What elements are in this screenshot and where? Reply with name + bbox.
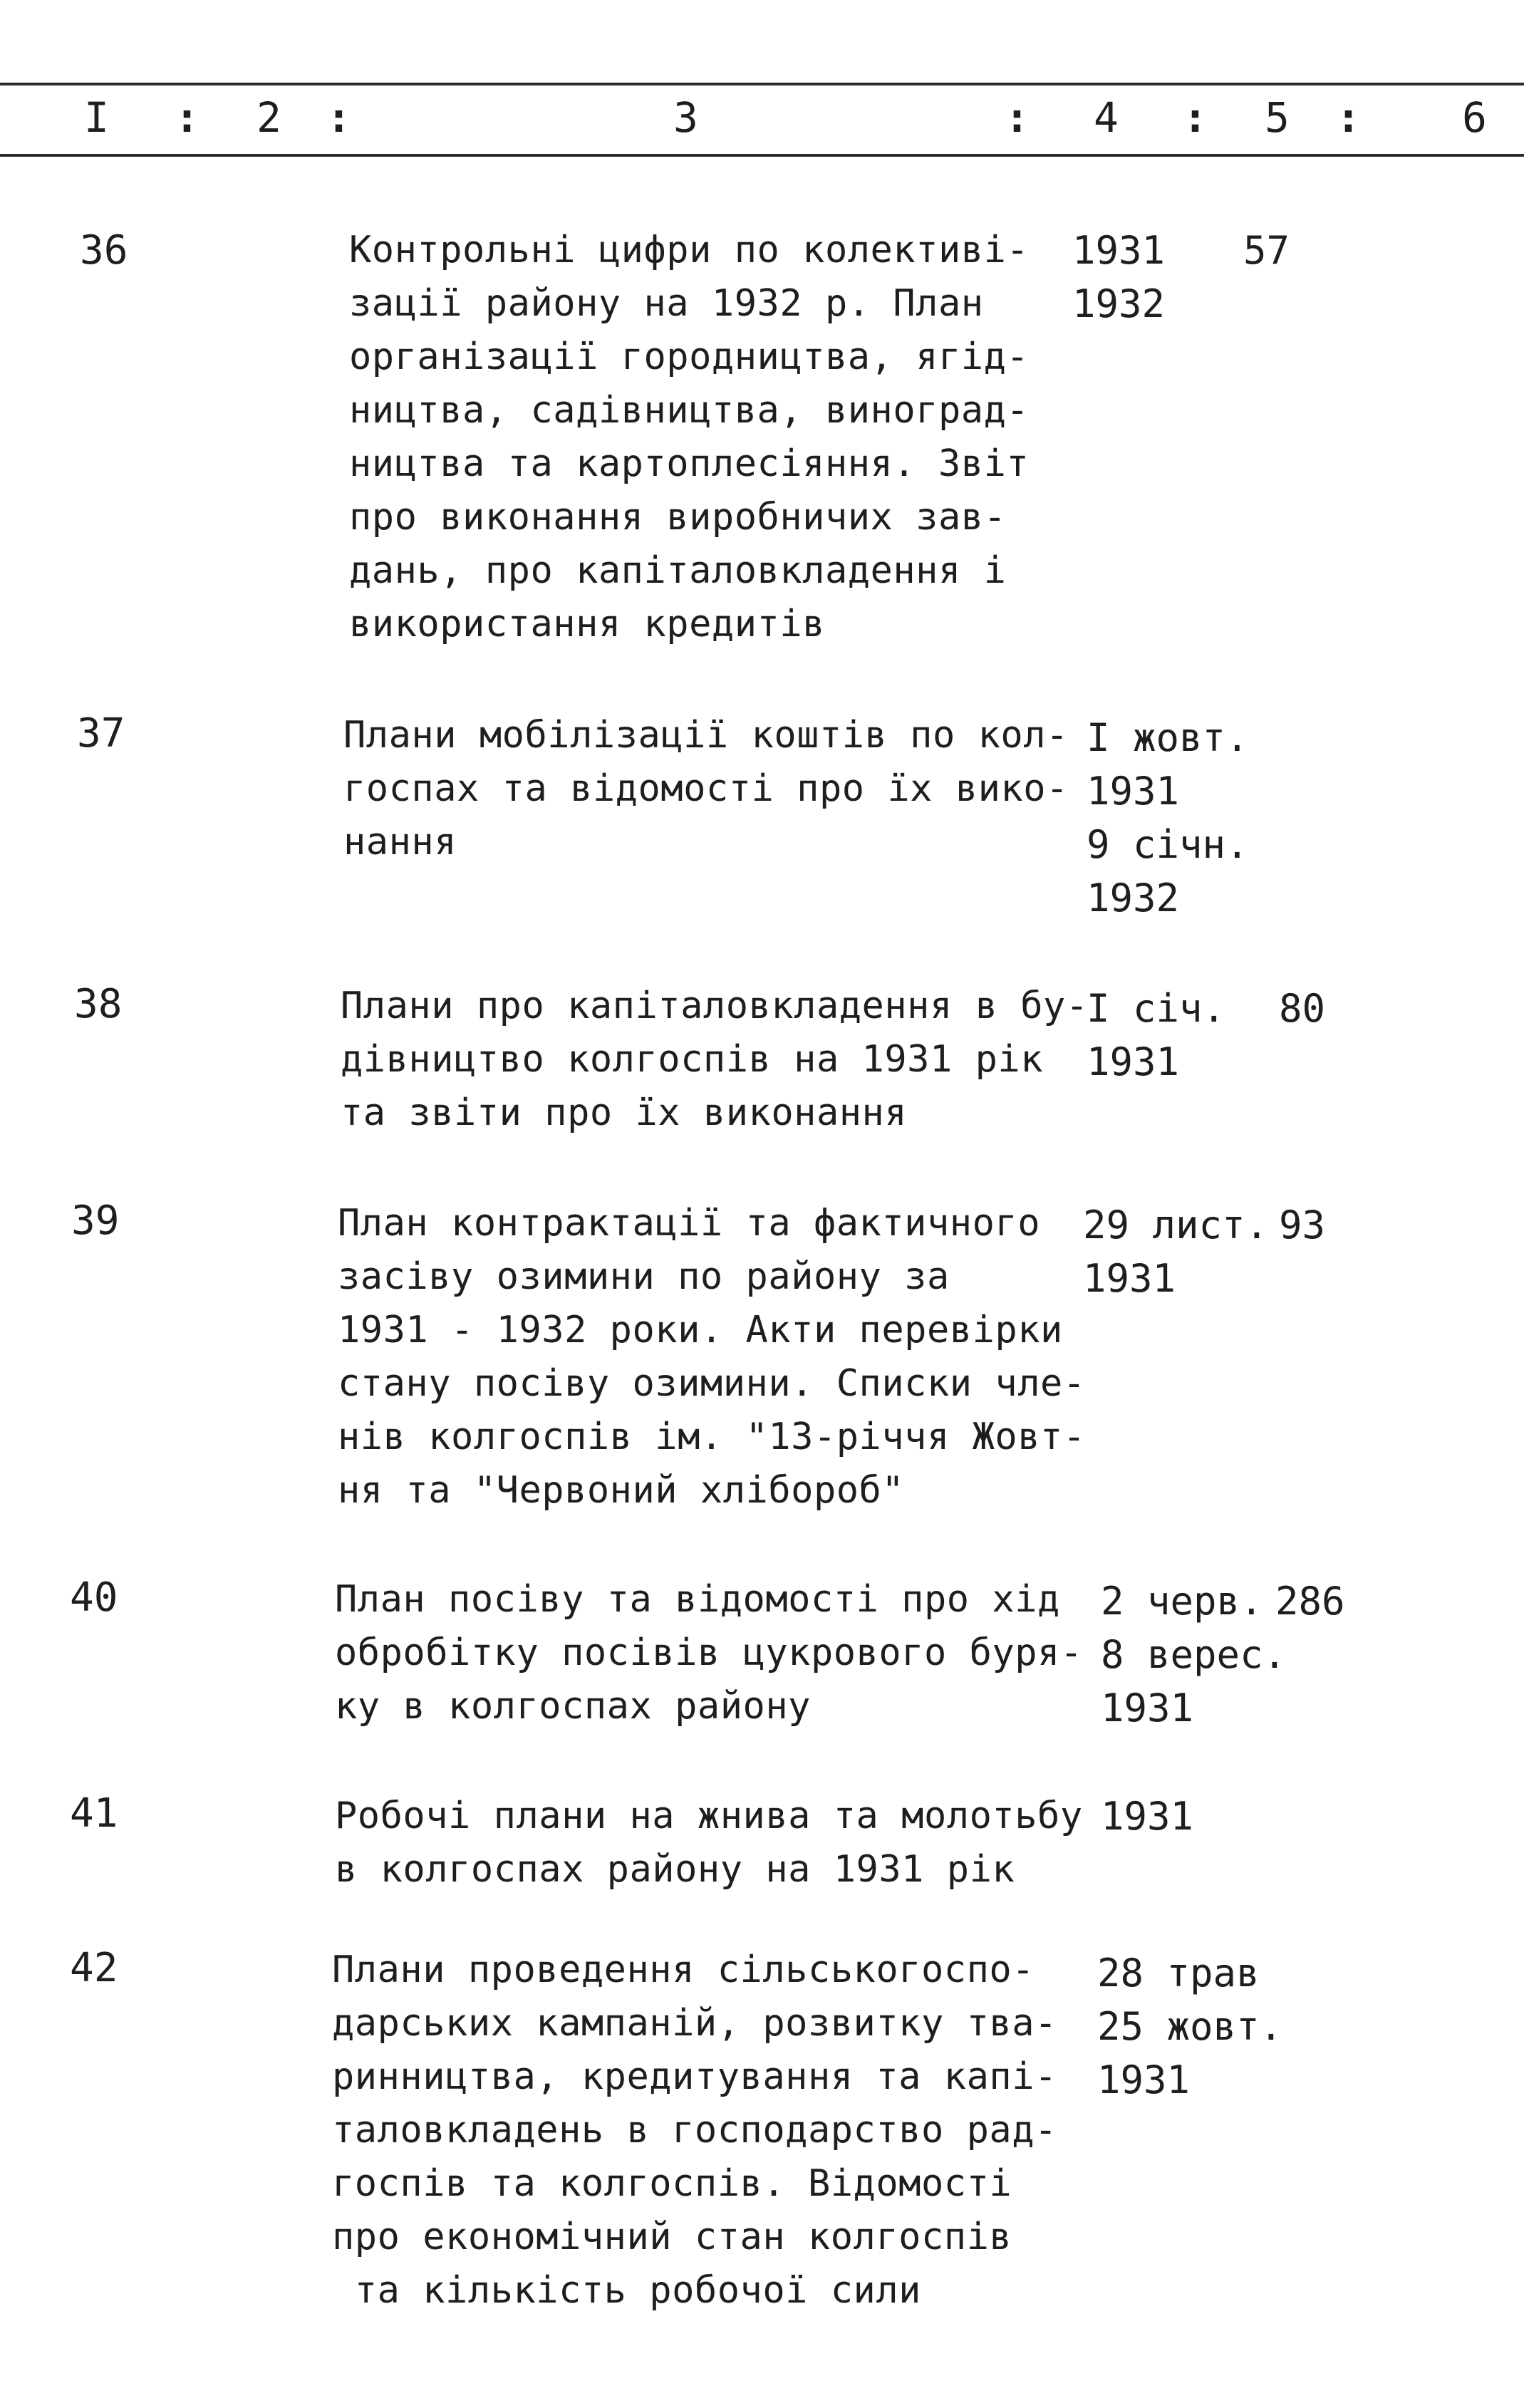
- row-sheet-count: 57: [1243, 228, 1290, 273]
- header-separator: :: [1183, 93, 1208, 142]
- header-col-1: I: [84, 93, 109, 142]
- description-line: дарських кампаній, розвитку тва-: [332, 2002, 1057, 2045]
- row-description: [341, 980, 1089, 1140]
- date-line: 1931: [1087, 769, 1180, 814]
- row-description: [335, 1573, 1083, 1733]
- description-line: в колгоспах району на 1931 рік: [335, 1848, 1015, 1891]
- row-number: 39: [71, 1198, 120, 1244]
- description-line: дань, про капіталовкладення і: [349, 549, 1007, 592]
- description-line: про економічний стан колгоспів: [332, 2216, 1012, 2258]
- description-line: обробітку посівів цукрового буря-: [335, 1631, 1083, 1674]
- description-line: Робочі плани на жнива та молотьбу: [335, 1795, 1083, 1837]
- description-line: та кількість робочої сили: [332, 2269, 921, 2312]
- date-line: 1931: [1097, 2057, 1191, 2102]
- description-line: стану посіву озимини. Списки чле-: [338, 1362, 1086, 1405]
- date-line: 25 жовт.: [1097, 2004, 1283, 2049]
- row-sheet-count: 80: [1279, 986, 1326, 1031]
- row-sheet-count: 286: [1275, 1579, 1345, 1624]
- description-line: нів колгоспів ім. "13-річчя Жовт-: [338, 1416, 1086, 1458]
- date-line: 1932: [1087, 876, 1180, 920]
- header-col-3: 3: [673, 93, 698, 142]
- header-col-5: 5: [1265, 93, 1290, 142]
- description-line: ринництва, кредитування та капі-: [332, 2055, 1057, 2098]
- date-line: 8 верес.: [1101, 1632, 1287, 1677]
- row-dates: [1101, 1790, 1286, 1843]
- row-number: 41: [70, 1790, 118, 1837]
- description-line: засіву озимини по району за: [338, 1255, 950, 1298]
- date-line: I січ.: [1087, 986, 1226, 1031]
- description-line: дівництво колгоспів на 1931 рік: [341, 1038, 1044, 1081]
- description-line: нання: [343, 821, 457, 863]
- description-line: та звіти про їх виконання: [341, 1091, 908, 1134]
- header-separator: :: [326, 93, 351, 142]
- row-dates: [1101, 1574, 1286, 1735]
- date-line: 1931: [1087, 1039, 1180, 1084]
- row-description: [343, 709, 1070, 869]
- description-line: План контрактації та фактичного: [338, 1202, 1041, 1245]
- row-dates: [1097, 1946, 1282, 2107]
- date-line: I жовт.: [1087, 715, 1249, 760]
- row-number: 37: [77, 710, 125, 757]
- description-line: План посіву та відомості про хід: [335, 1578, 1060, 1621]
- header-separator: :: [1336, 93, 1361, 142]
- description-line: госпів та колгоспів. Відомості: [332, 2162, 1012, 2205]
- row-sheet-count: 93: [1279, 1203, 1326, 1247]
- row-number: 40: [70, 1574, 118, 1621]
- row-dates: [1087, 711, 1272, 925]
- header-col-4: 4: [1094, 93, 1119, 142]
- header-bottom-rule: [0, 154, 1524, 157]
- description-line: ку в колгоспах району: [335, 1685, 811, 1728]
- row-dates: [1083, 1198, 1268, 1305]
- row-dates: [1087, 982, 1272, 1089]
- description-line: зації району на 1932 р. План: [349, 282, 984, 325]
- row-description: [338, 1197, 1086, 1517]
- description-line: Контрольні цифри по колективі-: [349, 229, 1030, 271]
- description-line: організації городництва, ягід-: [349, 336, 1030, 378]
- header-col-2: 2: [256, 93, 281, 142]
- date-line: 1931: [1101, 1686, 1194, 1730]
- description-line: про виконання виробничих зав-: [349, 496, 1007, 539]
- description-line: 1931 - 1932 роки. Акти перевірки: [338, 1309, 1063, 1351]
- date-line: 1931: [1083, 1256, 1176, 1301]
- row-description: [335, 1790, 1083, 1896]
- date-line: 29 лист.: [1083, 1203, 1269, 1247]
- date-line: 2 черв.: [1101, 1579, 1263, 1624]
- header-separator: :: [175, 93, 199, 142]
- header-top-rule: [0, 83, 1524, 85]
- date-line: 1931: [1101, 1794, 1194, 1839]
- row-dates: [1072, 224, 1258, 331]
- description-line: ня та "Червоний хлібороб": [338, 1469, 905, 1512]
- row-description: [349, 224, 1076, 651]
- description-line: Плани проведення сільськогоспо-: [332, 1948, 1035, 1991]
- description-line: таловкладень в господарство рад-: [332, 2109, 1057, 2152]
- description-line: госпах та відомості про їх вико-: [343, 767, 1069, 810]
- date-line: 28 трав: [1097, 1951, 1260, 1996]
- row-description: [332, 1943, 1059, 2318]
- header-separator: :: [1005, 93, 1030, 142]
- description-line: Плани про капіталовкладення в бу-: [341, 985, 1089, 1027]
- date-line: 9 січн.: [1087, 822, 1249, 867]
- date-line: 1932: [1072, 281, 1166, 326]
- date-line: 1931: [1072, 228, 1166, 273]
- description-line: використання кредитів: [349, 603, 825, 645]
- description-line: ництва та картоплесіяння. Звіт: [349, 442, 1030, 485]
- row-number: 36: [80, 227, 128, 274]
- description-line: Плани мобілізації коштів по кол-: [343, 714, 1069, 757]
- header-col-6: 6: [1462, 93, 1487, 142]
- row-number: 38: [74, 981, 123, 1027]
- description-line: ництва, садівництва, виноград-: [349, 389, 1030, 432]
- row-number: 42: [70, 1945, 118, 1991]
